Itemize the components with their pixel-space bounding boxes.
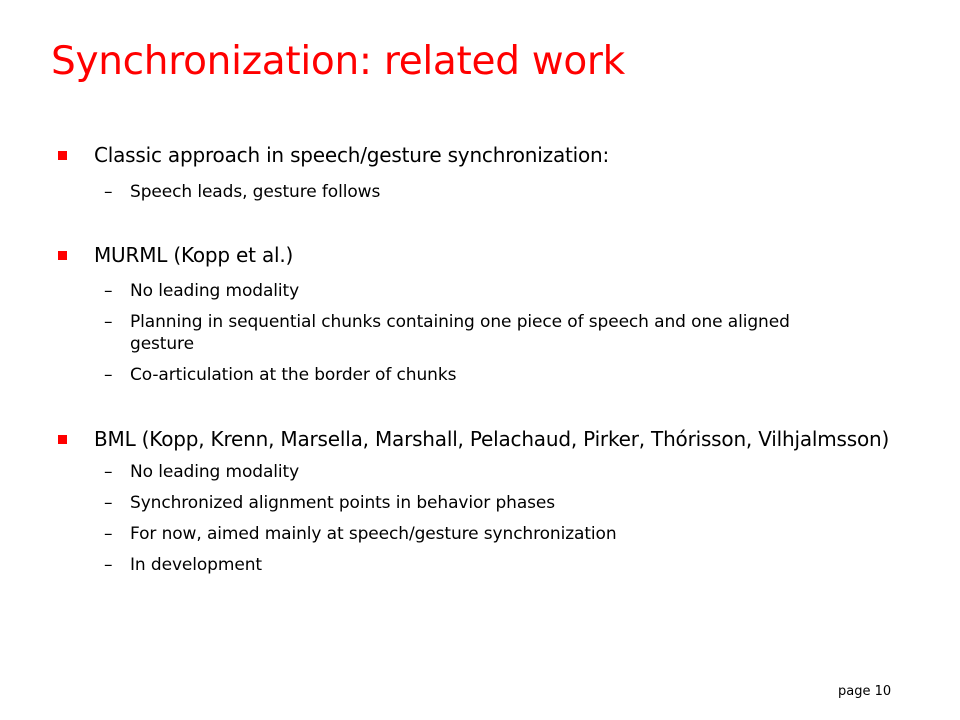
sub-bullet-text: Co-articulation at the border of chunks [130, 365, 457, 385]
dash-icon: – [104, 182, 113, 202]
sub-bullet-item [58, 554, 850, 576]
sub-bullet-item [58, 280, 850, 302]
page-number: page 10 [838, 684, 892, 699]
sub-bullet-item [58, 311, 850, 355]
slide-title: Synchronization: related work [51, 39, 625, 84]
sub-bullet-item [58, 364, 850, 386]
bullet-list [58, 142, 918, 576]
sub-bullet-item [58, 492, 850, 514]
sub-bullet-item [58, 461, 850, 483]
bullet-item [58, 242, 918, 386]
sub-bullet-text: Speech leads, gesture follows [130, 182, 381, 202]
dash-icon: – [104, 555, 113, 575]
bullet-row [58, 142, 918, 168]
bullet-text: Classic approach in speech/gesture synchronization: [94, 143, 610, 167]
bullet-square-icon [58, 251, 67, 260]
dash-icon: – [104, 462, 113, 482]
dash-icon: – [104, 524, 113, 544]
sub-bullet-text: For now, aimed mainly at speech/gesture synchronization [130, 524, 617, 544]
bullet-item [58, 142, 918, 203]
sub-bullet-item [58, 181, 850, 203]
sub-bullet-text: No leading modality [130, 281, 300, 301]
dash-icon: – [104, 312, 113, 332]
sub-bullet-text: In development [130, 555, 262, 575]
dash-icon: – [104, 493, 113, 513]
bullet-square-icon [58, 151, 67, 160]
dash-icon: – [104, 365, 113, 385]
bullet-row [58, 242, 918, 268]
sub-bullet-text: No leading modality [130, 462, 300, 482]
bullet-item [58, 426, 918, 576]
sub-bullet-text: Synchronized alignment points in behavior phases [130, 493, 556, 513]
bullet-text: BML (Kopp, Krenn, Marsella, Marshall, Pelachaud, Pirker, Thórisson, Vilhjalmsson) [94, 427, 890, 451]
sub-bullet-item [58, 523, 850, 545]
dash-icon: – [104, 281, 113, 301]
bullet-text: MURML (Kopp et al.) [94, 243, 294, 267]
sub-bullet-text: Planning in sequential chunks containing one piece of speech and one aligned gesture [130, 312, 790, 354]
bullet-square-icon [58, 435, 67, 444]
bullet-row [58, 426, 918, 452]
